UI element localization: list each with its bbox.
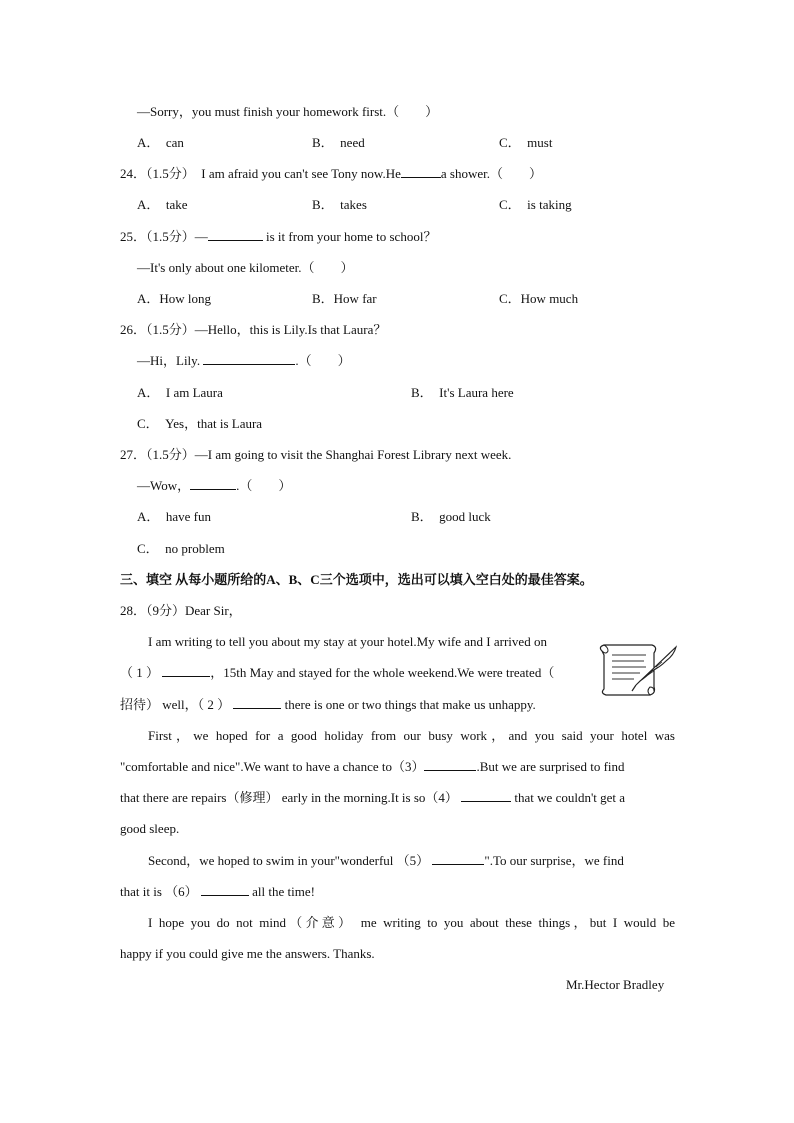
q27-option-c[interactable]: C． no problem (137, 541, 225, 556)
q27-stem: 27．（1.5分）—I am going to visit the Shanghai Forest Library next week. (120, 447, 512, 462)
q28-stem: 28．（9分）Dear Sir， (120, 603, 242, 618)
q26-option-a[interactable]: A． I am Laura (137, 385, 223, 400)
q28-p4-line2: happy if you could give me the answers. Thanks. (120, 946, 375, 961)
q28-blank2-label: 招待） well，（ 2 ） (120, 697, 231, 712)
q28-blank-3[interactable] (424, 758, 476, 771)
q25-stem (120, 228, 436, 246)
q24-blank[interactable] (401, 165, 441, 178)
q26-option-b[interactable]: B． It's Laura here (411, 385, 514, 400)
q28-blank-2[interactable] (233, 696, 281, 709)
q26-stem: 26．（1.5分）—Hello，this is Lily.Is that Laura？ (120, 322, 387, 337)
q28-p3-line1 (148, 852, 624, 870)
q26-blank[interactable] (203, 352, 295, 365)
q28-p2-line2 (120, 758, 625, 776)
q28-blank3-label: "comfortable and nice".We want to have a chance to（3） (120, 759, 425, 774)
q27-line2 (137, 477, 291, 495)
q25-stem-text: 25．（1.5分）— (120, 229, 208, 244)
q24-option-b[interactable]: B． takes (312, 197, 367, 212)
q28-p3-line2 (120, 883, 315, 901)
q23-line: —Sorry，you must finish your homework first.（ ） (137, 104, 439, 119)
q23-option-c[interactable]: C． must (499, 135, 553, 150)
q28-p1-line3 (120, 696, 536, 714)
q27-line2-text: —Wow， (137, 478, 191, 493)
q27-option-a[interactable]: A． have fun (137, 509, 212, 524)
q24-stem-tail: a shower.（ ） (440, 166, 542, 181)
q25-stem-tail: is it from your home to school？ (262, 229, 437, 244)
q27-blank[interactable] (190, 477, 236, 490)
q28-blank6-label: that it is （6） (120, 884, 198, 899)
q23-option-a[interactable]: A． can (137, 135, 184, 150)
q25-option-c[interactable]: C．How much (499, 291, 579, 306)
q28-p2-line2-tail: .But we are surprised to find (476, 759, 625, 774)
section3-heading: 三、填空 从每小题所给的A、B、C三个选项中，选出可以填入空白处的最佳答案。 (120, 572, 593, 587)
q25-blank[interactable] (208, 228, 263, 241)
q28-p2-line4: good sleep. (120, 821, 180, 836)
q28-blank1-label: （ 1 ） (120, 665, 160, 680)
q28-p2-line1: First，we hoped for a good holiday from our busy work，and you said your hotel was (148, 728, 675, 743)
q28-p1-line1: I am writing to tell you about my stay at your hotel.My wife and I arrived on (148, 634, 547, 649)
q28-signature: Mr.Hector Bradley (566, 977, 665, 992)
q26-line2 (137, 352, 351, 370)
q27-option-b[interactable]: B． good luck (411, 509, 491, 524)
q28-blank-4[interactable] (461, 789, 511, 802)
q23-option-b[interactable]: B． need (312, 135, 365, 150)
q28-blank5-label: Second，we hoped to swim in your"wonderful （5） (148, 853, 430, 868)
q27-line2-tail: .（ ） (236, 478, 292, 493)
q26-line2-tail: .（ ） (295, 353, 351, 368)
q24-stem-text: 24．（1.5分） I am afraid you can't see Tony now.He (120, 166, 401, 181)
q24-option-a[interactable]: A． take (137, 197, 188, 212)
scroll-quill-icon (596, 641, 680, 699)
q24-stem (120, 165, 542, 183)
q28-p2-line3 (120, 789, 625, 807)
q28-p2-line3-tail: that we couldn't get a (511, 790, 626, 805)
q28-p1-line3-tail: there is one or two things that make us unhappy. (281, 697, 536, 712)
q25-line2: —It's only about one kilometer.（ ） (137, 260, 354, 275)
q26-option-c[interactable]: C． Yes，that is Laura (137, 416, 263, 431)
q28-p4-line1: I hope you do not mind（介意） me writing to you about these things，but I would be (148, 915, 675, 930)
q28-blank-5[interactable] (432, 852, 484, 865)
q28-p1-line2-tail: ，15th May and stayed for the whole weekend.We were treated（ (210, 665, 555, 680)
q25-option-b[interactable]: B．How far (312, 291, 377, 306)
q28-blank-6[interactable] (201, 883, 249, 896)
q28-blank4-label: that there are repairs（修理） early in the morning.It is so（4） (120, 790, 458, 805)
q28-p1-line2 (120, 664, 554, 682)
q28-blank-1[interactable] (162, 664, 210, 677)
q26-line2-text: —Hi，Lily. (137, 353, 204, 368)
q24-option-c[interactable]: C． is taking (499, 197, 572, 212)
q25-option-a[interactable]: A．How long (137, 291, 212, 306)
q28-p3-line2-tail: all the time! (248, 884, 315, 899)
q28-p3-line1-tail: ".To our surprise，we find (484, 853, 624, 868)
